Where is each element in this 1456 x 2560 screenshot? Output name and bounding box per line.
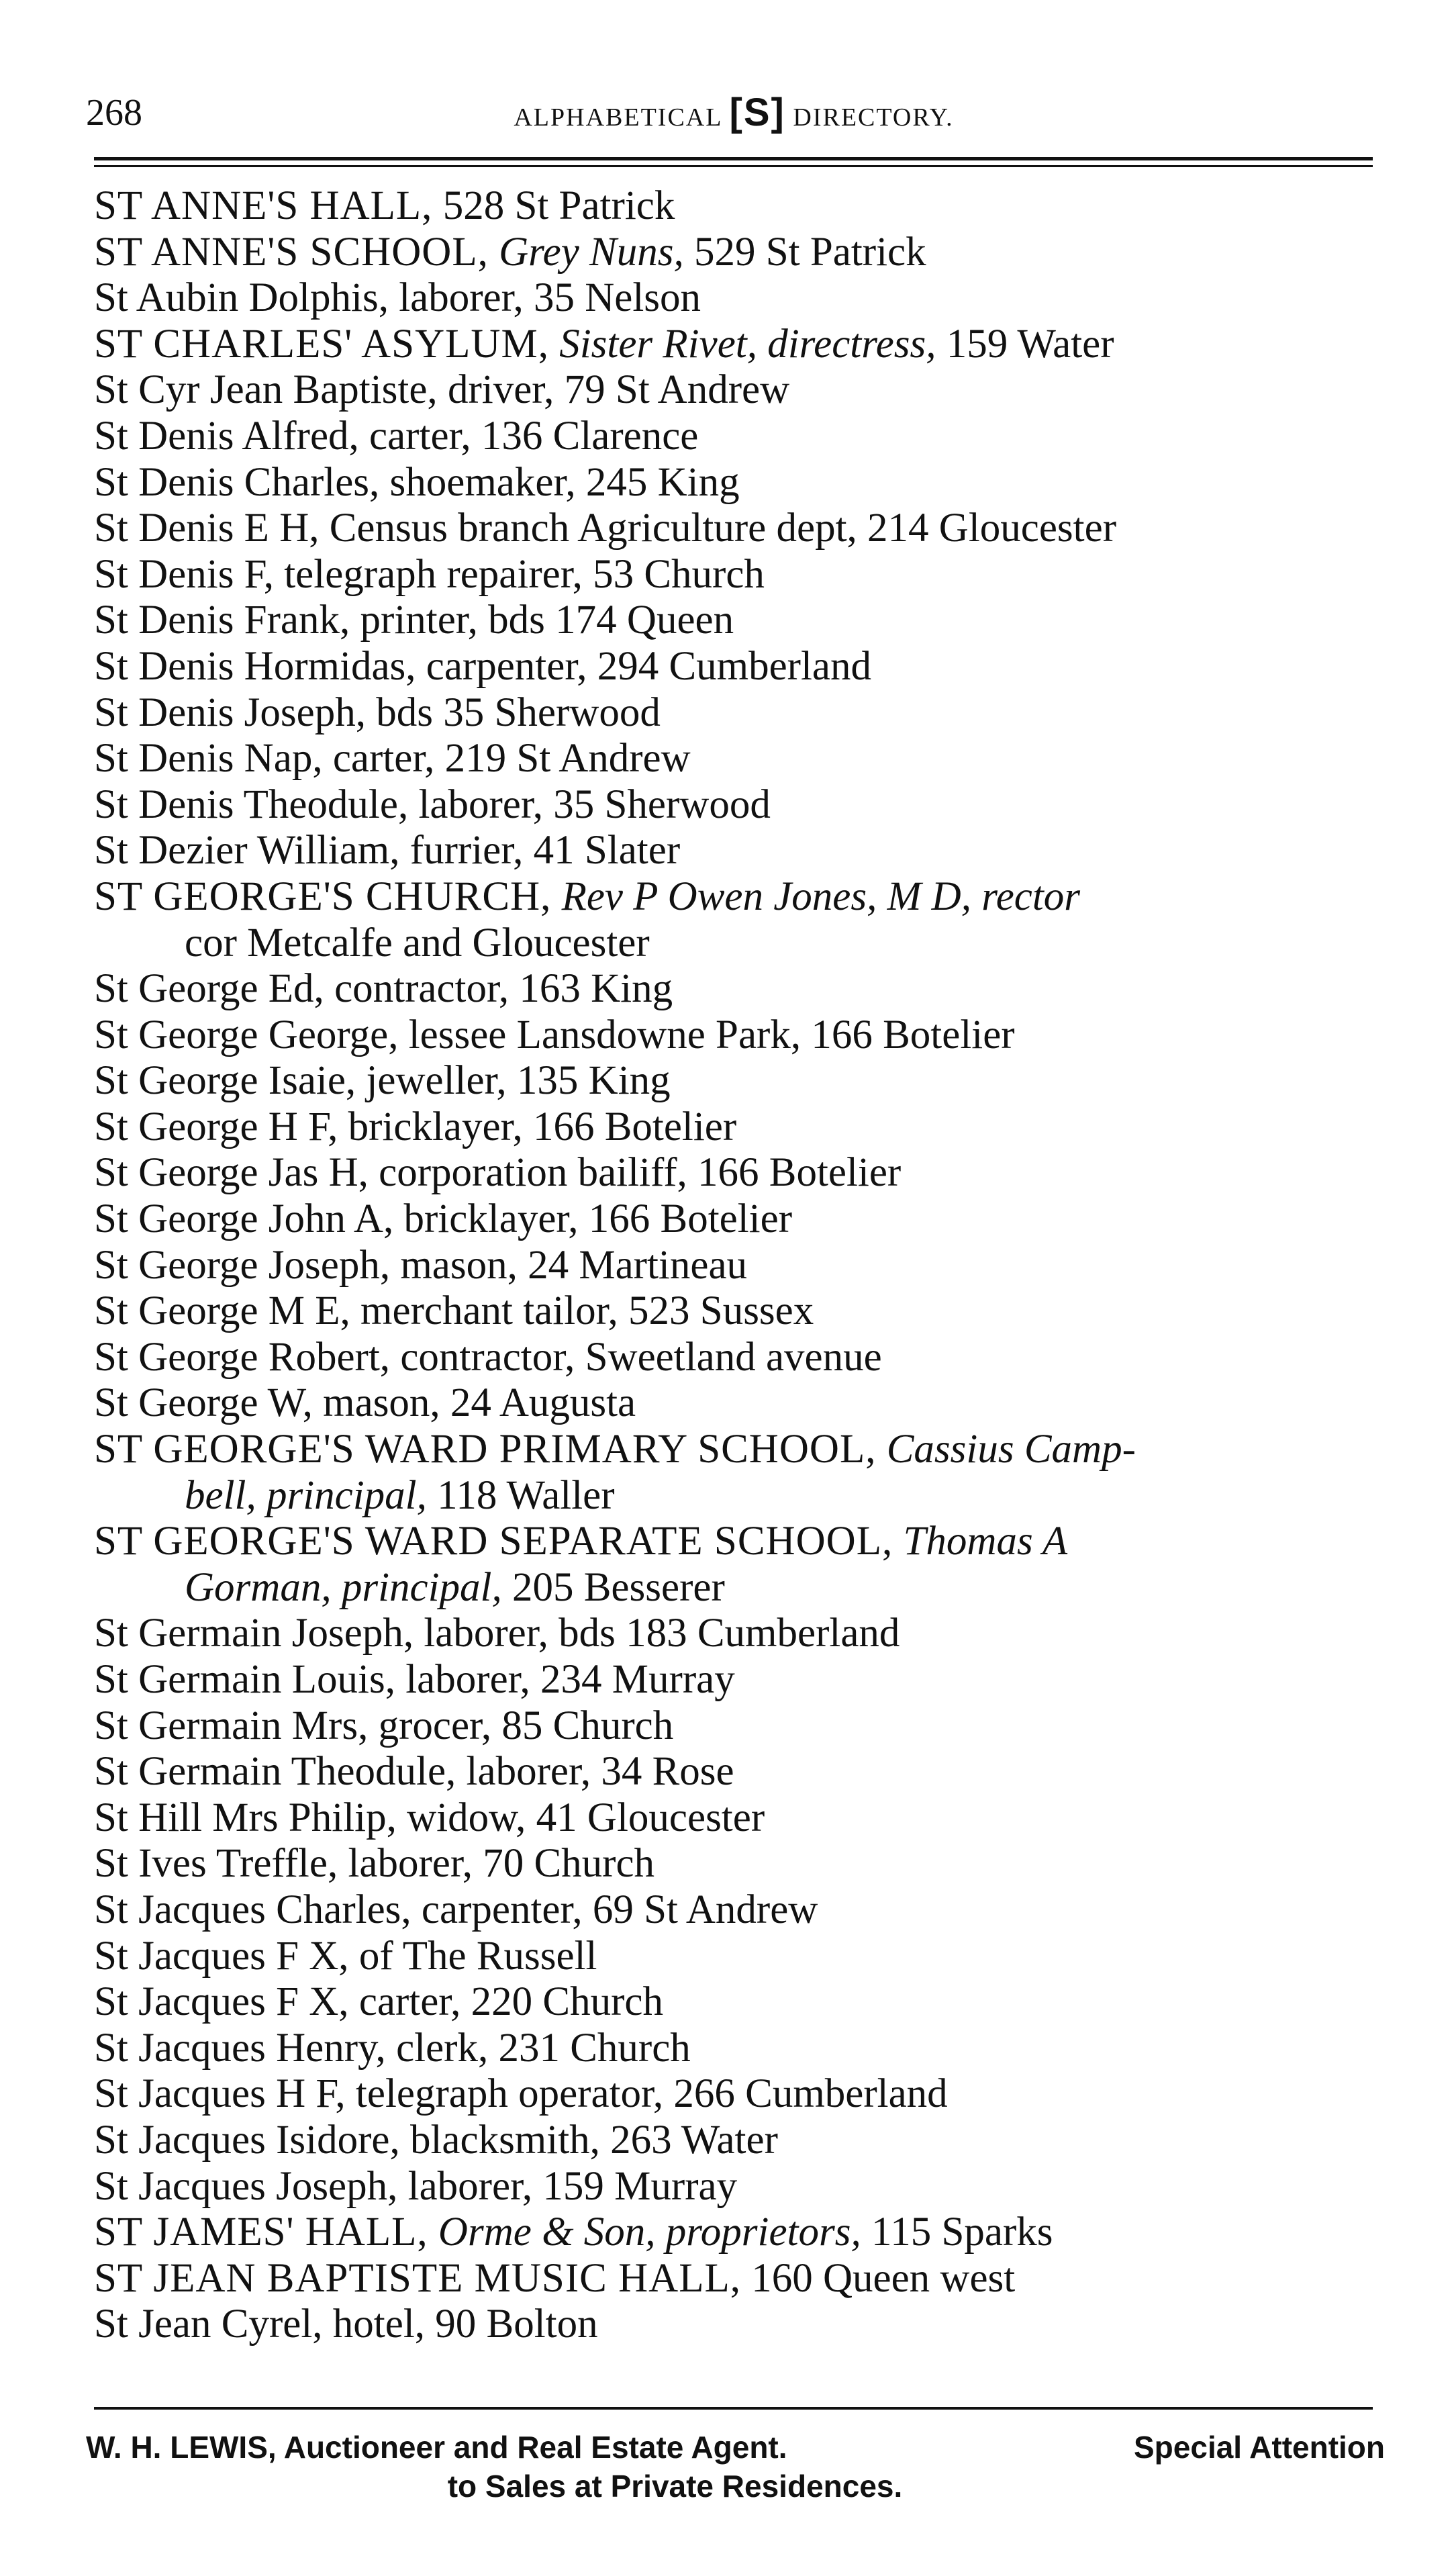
entry-details: printer, bds 174 Queen [360, 598, 734, 643]
entry-italic-note: Sister Rivet, directress, [559, 321, 936, 367]
directory-entry [94, 1703, 1393, 1750]
entry-name: St Jacques Joseph, [94, 2163, 398, 2209]
entry-name: St Denis E H, [94, 506, 320, 551]
entry-name: ST JAMES' HALL, [94, 2210, 428, 2255]
entry-details: driver, 79 St Andrew [447, 367, 790, 413]
entry-details: grocer, 85 Church [378, 1703, 674, 1748]
entry-name: ST ANNE'S SCHOOL, [94, 229, 489, 275]
directory-entry [94, 367, 1393, 414]
directory-entry [94, 1012, 1393, 1059]
page-number: 268 [86, 92, 142, 134]
entry-details: carpenter, 69 St Andrew [421, 1887, 818, 1932]
advertisement-text-right: Special Attention [1134, 2430, 1385, 2465]
entry-details: mason, 24 Martineau [400, 1242, 748, 1288]
directory-entry [94, 1934, 1393, 1980]
directory-entry [94, 782, 1393, 828]
directory-entry [94, 2164, 1393, 2210]
directory-entry [94, 598, 1393, 644]
entry-name: ST GEORGE'S CHURCH, [94, 873, 552, 919]
entry-details: 528 St Patrick [442, 183, 675, 228]
directory-entry [94, 1795, 1393, 1842]
entry-details: carter, 136 Clarence [369, 413, 699, 459]
directory-entry [94, 2210, 1393, 2256]
directory-entry [94, 1887, 1393, 1934]
entry-name: ST GEORGE'S WARD SEPARATE SCHOOL, [94, 1519, 893, 1564]
footer-rule [94, 2407, 1373, 2410]
entry-continuation-text: 118 Waller [437, 1472, 615, 1518]
running-title-left: ALPHABETICAL [514, 103, 722, 132]
directory-entry [94, 1104, 1393, 1151]
entry-name: St Ives Treffle, [94, 1841, 338, 1887]
advertisement-line-1 [86, 2428, 1385, 2467]
directory-entry [94, 874, 1393, 966]
entry-details: lessee Lansdowne Park, 166 Botelier [408, 1012, 1015, 1057]
header-rule-thick [94, 157, 1373, 160]
entry-name: St Germain Mrs, [94, 1703, 369, 1748]
directory-entry [94, 2026, 1393, 2072]
directory-entry [94, 1749, 1393, 1795]
entry-details: laborer, 34 Rose [466, 1749, 734, 1795]
header-rule-thin [94, 165, 1373, 167]
entry-details: merchant tailor, 523 Sussex [360, 1288, 814, 1334]
directory-entry [94, 644, 1393, 690]
entry-details: contractor, 163 King [334, 966, 673, 1012]
directory-entry [94, 1150, 1393, 1196]
entry-details: carter, 219 St Andrew [332, 736, 691, 781]
entry-details: carter, 220 Church [358, 1979, 663, 2025]
directory-entry [94, 1058, 1393, 1104]
entry-name: St George H F, [94, 1104, 338, 1149]
entry-details: jeweller, 135 King [366, 1058, 671, 1104]
directory-entry [94, 2071, 1393, 2118]
entry-name: St Germain Joseph, [94, 1611, 414, 1656]
directory-entry [94, 1841, 1393, 1887]
entry-name: St Denis Alfred, [94, 413, 359, 459]
entry-details: 529 St Patrick [693, 229, 926, 275]
entry-details: telegraph repairer, 53 Church [284, 551, 765, 597]
advertisement-line-2: to Sales at Private Residences. [447, 2469, 903, 2504]
entry-name: ST JEAN BAPTISTE MUSIC HALL, [94, 2255, 741, 2301]
entry-details: 115 Sparks [871, 2210, 1053, 2255]
directory-entries [94, 183, 1393, 2348]
entry-details: Census branch Agriculture dept, 214 Gloucester [329, 506, 1117, 551]
directory-entry [94, 2302, 1393, 2348]
entry-name: St George Jas H, [94, 1150, 369, 1196]
entry-name: St George M E, [94, 1288, 350, 1334]
entry-name: St Denis Theodule, [94, 781, 409, 827]
entry-details: laborer, 35 Sherwood [418, 781, 771, 827]
entry-details: blacksmith, 263 Water [409, 2117, 778, 2163]
entry-name: ST ANNE'S HALL, [94, 183, 433, 228]
entry-details: 160 Queen west [751, 2255, 1016, 2301]
entry-details: hotel, 90 Bolton [332, 2302, 598, 2347]
entry-name: St Aubin Dolphis, [94, 275, 389, 321]
entry-name: St George Ed, [94, 966, 324, 1012]
directory-entry [94, 2118, 1393, 2164]
directory-entry [94, 1427, 1393, 1519]
entry-continuation-italic: bell, principal, [185, 1472, 427, 1518]
directory-entry [94, 552, 1393, 598]
directory-entry [94, 1243, 1393, 1289]
advertisement-footer [86, 2428, 1385, 2506]
entry-details: bricklayer, 166 Botelier [403, 1196, 793, 1242]
entry-name: St George Joseph, [94, 1242, 391, 1288]
entry-continuation-italic: Gorman, principal, [185, 1564, 502, 1610]
entry-details: laborer, 35 Nelson [399, 275, 701, 321]
entry-details: bds 35 Sherwood [376, 690, 661, 735]
entry-name: St Jacques F X, [94, 1933, 349, 1979]
running-title [86, 86, 1381, 144]
entry-details: laborer, 159 Murray [407, 2163, 738, 2209]
entry-name: St George Isaie, [94, 1058, 356, 1104]
entry-name: St Denis Hormidas, [94, 643, 416, 689]
entry-details: laborer, 234 Murray [405, 1657, 735, 1702]
entry-name: St Germain Louis, [94, 1657, 395, 1702]
entry-name: St Jacques Henry, [94, 2025, 386, 2071]
directory-entry [94, 1380, 1393, 1427]
entry-name: St Denis Frank, [94, 598, 350, 643]
entry-details: shoemaker, 245 King [389, 459, 740, 505]
directory-entry [94, 322, 1393, 368]
entry-details: laborer, 70 Church [348, 1841, 655, 1887]
entry-name: St Jacques H F, [94, 2071, 346, 2117]
entry-name: ST CHARLES' ASYLUM, [94, 321, 549, 367]
entry-name: St Cyr Jean Baptiste, [94, 367, 438, 413]
entry-details: clerk, 231 Church [396, 2025, 691, 2071]
entry-continuation [94, 1473, 1393, 1519]
entry-name: St Dezier William, [94, 828, 400, 873]
entry-details: laborer, bds 183 Cumberland [424, 1611, 900, 1656]
entry-details: telegraph operator, 266 Cumberland [355, 2071, 948, 2117]
entry-name: St George John A, [94, 1196, 394, 1242]
directory-entry [94, 2256, 1393, 2302]
directory-entry [94, 460, 1393, 506]
page-header [86, 86, 1381, 140]
entry-name: St George W, [94, 1380, 313, 1426]
directory-entry [94, 1657, 1393, 1703]
entry-italic-note: Rev P Owen Jones, M D, rector [561, 873, 1081, 919]
directory-entry [94, 1288, 1393, 1335]
entry-details: mason, 24 Augusta [323, 1380, 636, 1426]
entry-name: ST GEORGE'S WARD PRIMARY SCHOOL, [94, 1427, 877, 1472]
directory-entry [94, 1519, 1393, 1611]
entry-details: contractor, Sweetland avenue [400, 1334, 882, 1380]
entry-name: St Jacques Isidore, [94, 2117, 400, 2163]
entry-details: furrier, 41 Slater [409, 828, 681, 873]
entry-details: carpenter, 294 Cumberland [426, 643, 871, 689]
entry-name: St Denis Nap, [94, 736, 323, 781]
directory-entry [94, 506, 1393, 552]
entry-italic-note: Cassius Camp- [886, 1427, 1136, 1472]
entry-continuation [94, 1565, 1393, 1611]
entry-name: St Denis Joseph, [94, 690, 366, 735]
entry-details: corporation bailiff, 166 Botelier [379, 1150, 902, 1196]
entry-name: St Denis F, [94, 551, 274, 597]
entry-details: widow, 41 Gloucester [407, 1795, 765, 1840]
entry-continuation-text: 205 Besserer [512, 1564, 725, 1610]
directory-entry [94, 828, 1393, 874]
entry-name: St Jacques F X, [94, 1979, 349, 2025]
entry-details: bricklayer, 166 Botelier [348, 1104, 737, 1149]
entry-name: St Denis Charles, [94, 459, 380, 505]
entry-name: St George George, [94, 1012, 399, 1057]
entry-name: St George Robert, [94, 1334, 391, 1380]
directory-entry [94, 690, 1393, 737]
running-title-letter: [S] [729, 91, 785, 134]
entry-details: 159 Water [946, 321, 1114, 367]
entry-name: St Jean Cyrel, [94, 2302, 323, 2347]
directory-entry [94, 230, 1393, 276]
entry-name: St Jacques Charles, [94, 1887, 411, 1932]
entry-details: of The Russell [358, 1933, 597, 1979]
directory-entry [94, 1335, 1393, 1381]
directory-entry [94, 1979, 1393, 2026]
directory-entry [94, 966, 1393, 1012]
running-title-right: DIRECTORY. [793, 103, 954, 132]
advertisement-text-left: W. H. LEWIS, Auctioneer and Real Estate Agent. [86, 2430, 787, 2465]
entry-continuation [94, 920, 1393, 967]
directory-entry [94, 183, 1393, 230]
entry-italic-note: Orme & Son, proprietors, [438, 2210, 861, 2255]
entry-italic-note: Grey Nuns, [499, 229, 684, 275]
directory-entry [94, 275, 1393, 322]
entry-name: St Germain Theodule, [94, 1749, 456, 1795]
entry-continuation-text: cor Metcalfe and Gloucester [185, 920, 650, 965]
directory-entry [94, 414, 1393, 460]
entry-italic-note: Thomas A [903, 1519, 1068, 1564]
entry-name: St Hill Mrs Philip, [94, 1795, 397, 1840]
directory-entry [94, 1196, 1393, 1243]
directory-entry [94, 1611, 1393, 1657]
directory-entry [94, 736, 1393, 782]
